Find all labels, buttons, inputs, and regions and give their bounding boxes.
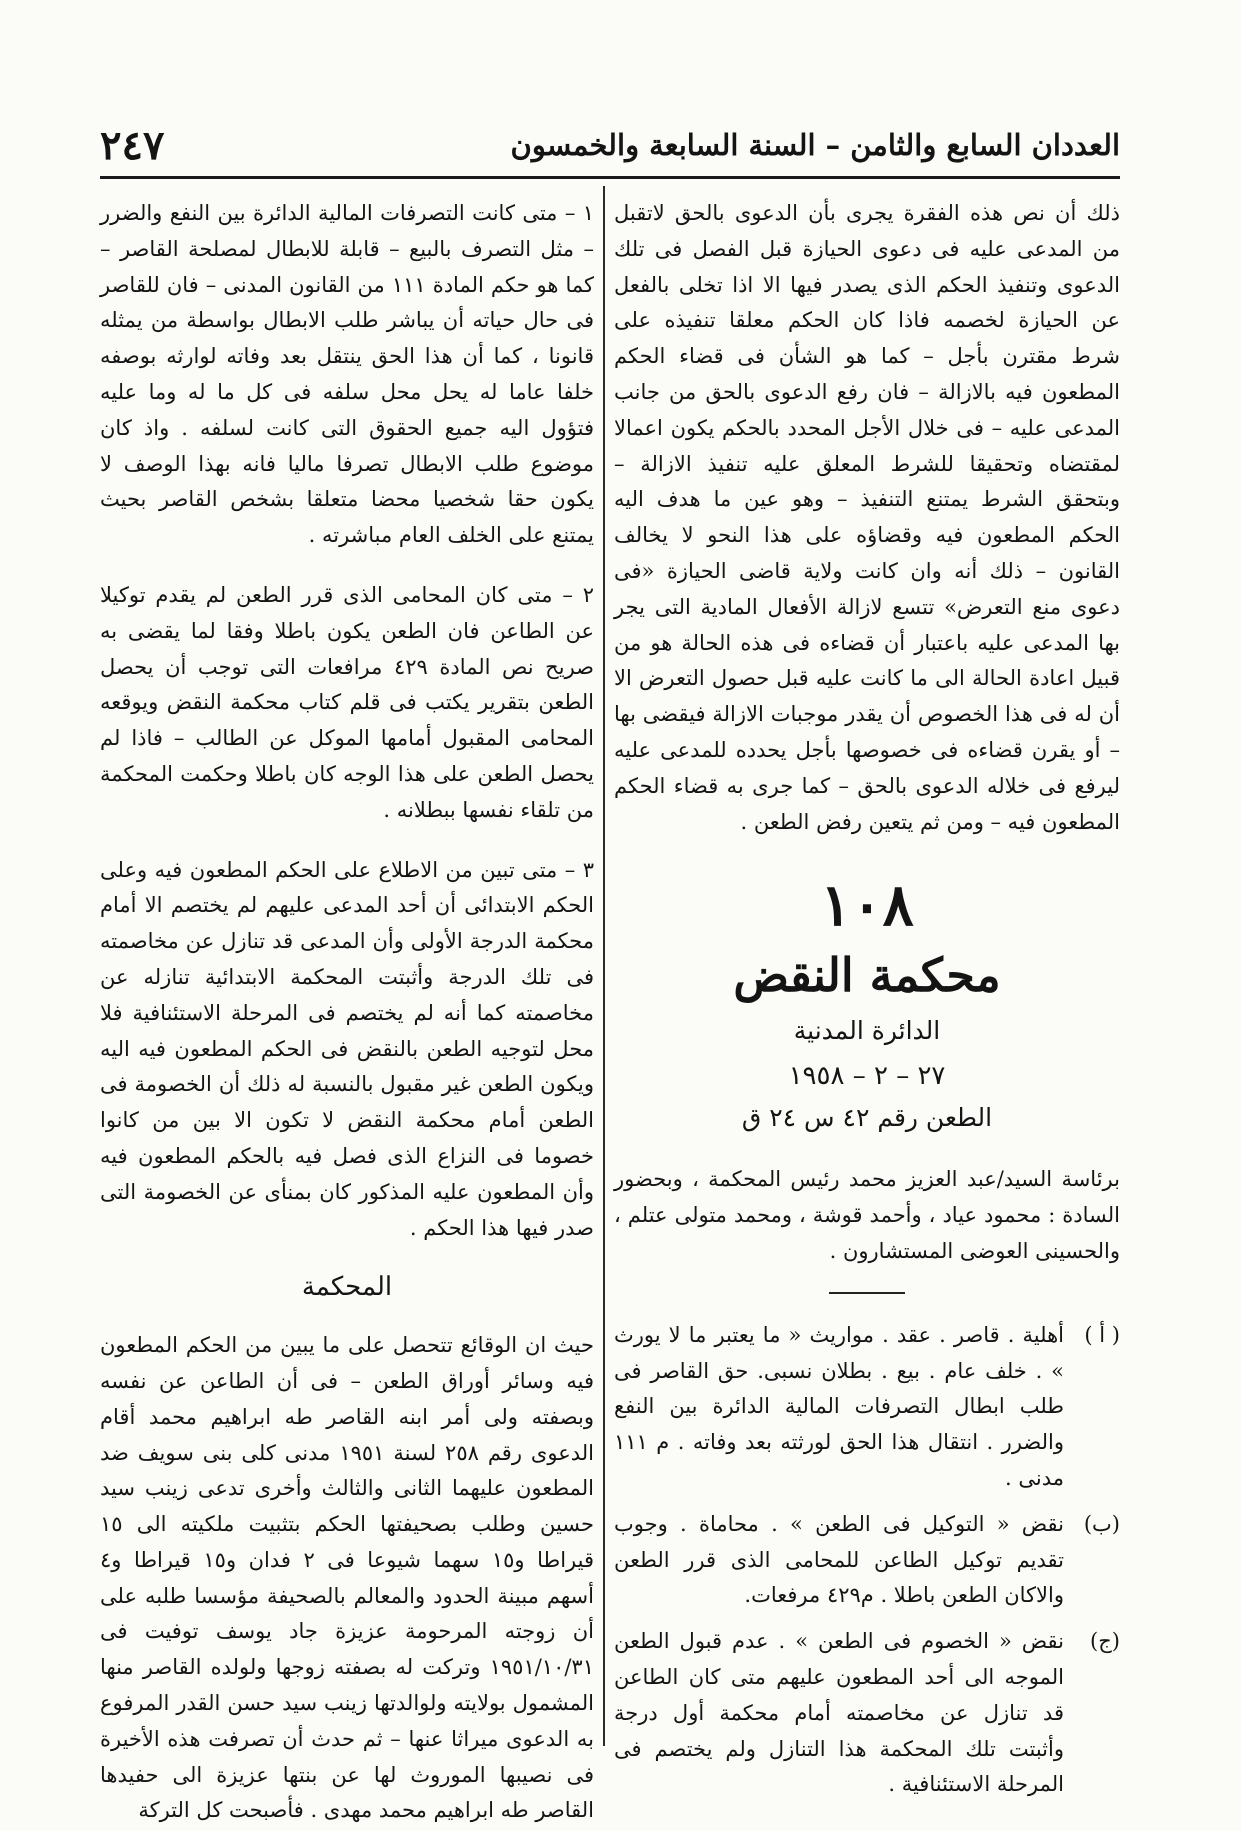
headnote-a [614, 1318, 1120, 1497]
headnote-text: أهلية . قاصر . عقد . مواريث « ما يعتبر ما لا يورث » . خلف عام . بيع . بطلان نسبى. حق القاصر فى طلب ابطال التصرفات المالية الدائرة بين النفع والضرر . انتقال هذا الحق لورثته بعد وفاته . م ١١١ مدنى . [614, 1322, 1064, 1490]
continuation-paragraph: ذلك أن نص هذه الفقرة يجرى بأن الدعوى بالحق لاتقبل من المدعى عليه فى دعوى الحيازة قبل الفصل فى تلك الدعوى وتنفيذ الحكم الذى يصدر فيها الا اذا تخلى بالفعل عن الحيازة لخصمه فاذا كان الحكم معلقا تنفيذه على شرط مقترن بأجل – كما هو الشأن فى قضاء الحكم المطعون فيه بالازالة – فان رفع الدعوى بالحق من جانب المدعى عليه – فى خلال الأجل المحدد بالحكم يكون اعمالا لمقتضاه وتحقيقا للشرط المعلق عليه تنفيذ الازالة – وبتحقق الشرط يمتنع التنفيذ – وهو عين ما هدف اليه الحكم المطعون فيه وقضاؤه على هذا النحو لا يخالف القانون – ذلك أنه وان كانت ولاية قاضى الحيازة «فى دعوى منع التعرض» تتسع لازالة الأفعال المادية التى يجر بها المدعى عليه باعتبار أن قضاءه فى هذه الحالة هو من قبيل اعادة الحالة الى ما كانت عليه قبل حصول التعرض الا أن له فى هذا الخصوص أن يقدر موجبات الازالة فيقضى بها – أو يقرن قضاءه فى خصوصها بأجل يحدده للمدعى عليه ليرفع فى خلاله الدعوى بالحق – كما جرى به قضاء الحكم المطعون فيه – ومن ثم يتعين رفض الطعن . [614, 201, 1121, 834]
case-number: ١٠٨ [820, 871, 914, 940]
right-column [614, 196, 1120, 1813]
circuit-name: الدائرة المدنية [793, 1016, 941, 1046]
header-rule [100, 176, 1120, 179]
section-title-text: المحكمة [301, 1272, 393, 1303]
headnote-text: نقض « التوكيل فى الطعن » . محاماة . وجوب تقديم توكيل الطاعن للمحامى الذى قرر الطعن والاكان الطعن باطلا . م٤٢٩ مرفعات. [614, 1511, 1064, 1608]
principle-2: ٢ – متى كان المحامى الذى قرر الطعن لم يقدم توكيلا عن الطاعن فان الطعن يكون باطلا وفقا لما يقضى به صريح نص المادة ٤٢٩ مرافعات التى توجب أن يحصل الطعن بتقرير يكتب فى قلم كتاب محكمة النقض ويوقعه المحامى المقبول أمامها الموكل عن الطالب – فاذا لم يحصل الطعن على هذا الوجه كان باطلا وحكمت المحكمة من تلقاء نفسها ببطلانه . [100, 582, 594, 822]
running-title: العددان السابع والثامن – السنة السابعة والخمسون [510, 128, 1120, 162]
judgment-paragraph: حيث ان الوقائع تتحصل على ما يبين من الحكم المطعون فيه وسائر أوراق الطعن – فى أن الطاعن عن نفسه وبصفته ولى أمر ابنه القاصر طه ابراهيم محمد أقام الدعوى رقم ٢٥٨ لسنة ١٩٥١ مدنى كلى بنى سويف ضد المطعون عليهما الثانى والثالث وأخرى تدعى زينب سيد حسين وطلب بصحيفتها الحكم بتثبيت ملكيته الى ١٥ قيراطا و١٥ سهما شيوعا فى ٢ فدان و١٥ قيراطا و٤ أسهم مبينة الحدود والمعالم بالصحيفة مؤسسا طلبه على أن زوجته المرحومة عزيزة جاد يوسف توفيت فى ١٩٥١/١٠/٣١ وتركت له بصفته زوجها ولولده القاصر منها المشمول بولايته ولوالدتها زينب سيد حسن القدر المرفوع به الدعوى ميراثا عنها – ثم حدث أن تصرفت هذه الأخيرة فى نصيبها الموروث لها عن بنتها عزيزة الى حفيدها القاصر طه ابراهيم محمد مهدى . فأصبحت كل التركة [100, 1333, 594, 1823]
left-column [100, 196, 594, 1829]
headnote-label: ( أ ) [1084, 1322, 1120, 1347]
principle-1: ١ – متى كانت التصرفات المالية الدائرة بين النفع والضرر – مثل التصرف بالبيع – قابلة للابطال لمصلحة القاصر – كما هو حكم المادة ١١١ من القانون المدنى – فان للقاصر فى حال حياته أن يباشر طلب الابطال بواسطة من يمثله قانونا ، كما أن هذا الحق ينتقل بعد وفاته لوارثه بوصفه خلفا عاما له يحل محل سلفه فى كل ما له وما عليه فتؤول اليه جميع الحقوق التى كانت لسلفه . واذ كان موضوع طلب الابطال تصرفا ماليا فانه بهذا الوصف لا يكون حقا شخصيا محضا متعلقا بشخص القاصر بحيث يمتنع على الخلف العام مباشرته . [100, 201, 595, 548]
case-heading [614, 868, 1120, 1138]
headnote-label: (ب) [1083, 1511, 1120, 1536]
appeal-number: الطعن رقم ٤٢ س ٢٤ ق [741, 1103, 993, 1133]
section-title [100, 1270, 594, 1306]
page-header [100, 118, 1120, 178]
court-name: محكمة النقض [733, 948, 1001, 1003]
principle-3: ٣ – متى تبين من الاطلاع على الحكم المطعون فيه وعلى الحكم الابتدائى أن أحد المدعى عليهم لم يختصم الا أمام محكمة الدرجة الأولى وأن المدعى قد تنازل عن مخاصمته فى تلك الدرجة وأثبتت المحكمة الابتدائية تنازله عن مخاصمته كما أنه لم يختصم فى المرحلة الاستئنافية فلا محل لتوجيه الطعن بالنقض فى الحكم المطعون فيه اليه ويكون الطعن غير مقبول بالنسبة له ذلك أن الخصومة فى الطعن أمام محكمة النقض لا تكون الا بين من كانوا خصوما فى النزاع الذى فصل فيه بالحكم المطعون فيه وأن المطعون عليه المذكور كان بمنأى عن الخصومة التى صدر فيها هذا الحكم . [100, 857, 594, 1240]
headnote-c [614, 1624, 1120, 1803]
page-number: ٢٤٧ [100, 122, 165, 169]
headnote-b [614, 1507, 1120, 1614]
column-divider [603, 186, 605, 1746]
panel-composition: برئاسة السيد/عبد العزيز محمد رئيس المحكمة ، وبحضور السادة : محمود عياد ، وأحمد قوشة ، ومحمد متولى عتلم ، والحسينى العوضى المستشارون . [614, 1167, 1120, 1263]
headnote-label: (ج) [1090, 1629, 1120, 1654]
headnote-text: نقض « الخصوم فى الطعن » . عدم قبول الطعن الموجه الى أحد المطعون عليهم متى كان الطاعن قد تنازل عن مخاصمته أمام محكمة أول درجة وأثبتت تلك المحكمة هذا التنازل ولم يختصم فى المرحلة الاستئنافية . [614, 1629, 1064, 1797]
separator-rule [829, 1292, 905, 1294]
case-date: ٢٧ – ٢ – ١٩٥٨ [788, 1061, 946, 1092]
